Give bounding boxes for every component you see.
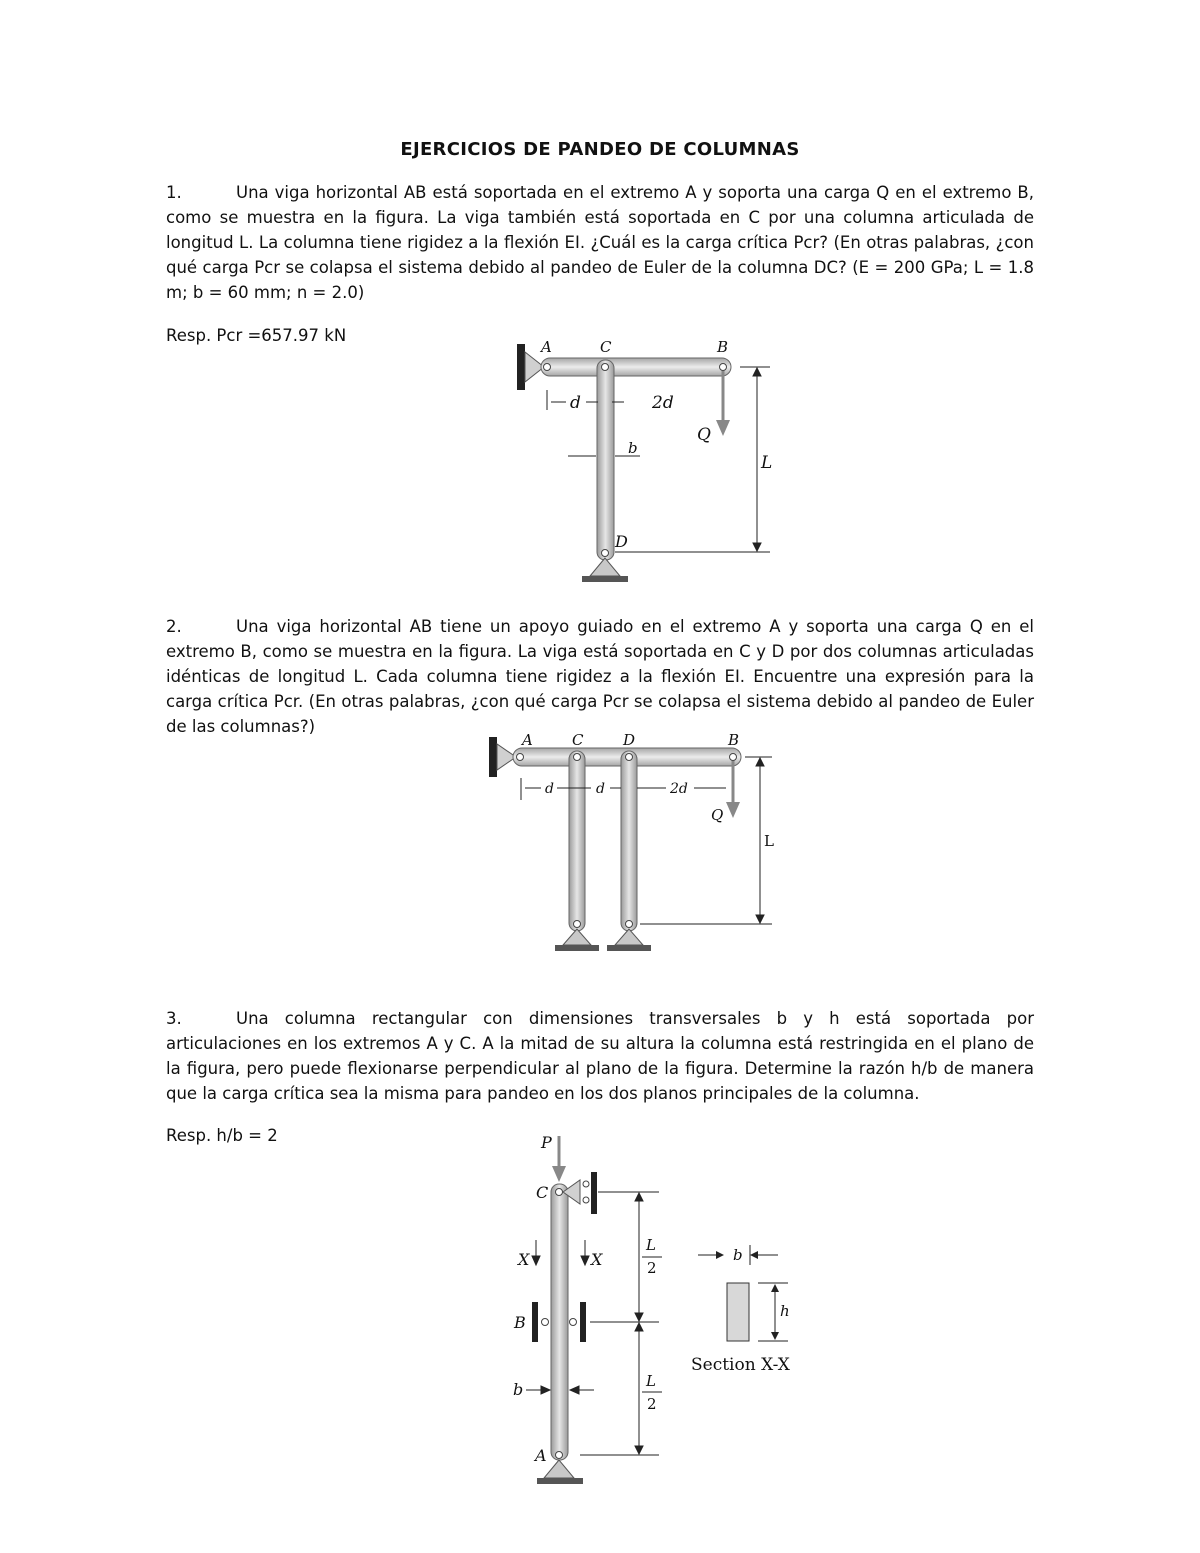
label-X-left: X [518, 1250, 530, 1269]
pin-D [626, 754, 633, 761]
label-B: B [514, 1313, 526, 1332]
page-title: EJERCICIOS DE PANDEO DE COLUMNAS [400, 139, 800, 160]
problem-3-answer: Resp. h/b = 2 [166, 1126, 278, 1145]
label-b-left: b [513, 1380, 524, 1399]
pin-D [602, 550, 609, 557]
column-DC [597, 360, 614, 560]
figure-2 [485, 727, 805, 967]
wall-support-A [489, 737, 516, 777]
label-2-top: 2 [647, 1259, 657, 1277]
problem-1-answer: Resp. Pcr =657.97 kN [166, 326, 347, 345]
label-d2: d [596, 781, 605, 797]
problem-body: Una columna rectangular con dimensiones transversales b y h está soportada por articulaciones en los extremos A y C. A la mitad de su altura la columna está restringida en el plano de la figura, pero puede flexionarse perpendicular al plano de la figura. Determine la razón h/b de manera que la carga crítica sea la misma para pandeo en los dos planos principales de la columna. [166, 1009, 1034, 1103]
label-B: B [717, 338, 729, 356]
label-A: A [535, 1446, 547, 1465]
problem-1-text [166, 180, 1034, 305]
problem-3-text [166, 1006, 1034, 1106]
label-2d: 2d [670, 781, 688, 797]
label-A: A [522, 731, 533, 749]
label-A: A [541, 338, 552, 356]
wall-support-A [517, 344, 544, 390]
label-b: b [628, 439, 638, 457]
problem-number: 3. [166, 1009, 182, 1028]
column-AC [551, 1184, 568, 1460]
pin-A [517, 754, 524, 761]
pin-support-D [582, 558, 628, 582]
pin-supports [555, 929, 651, 951]
column-C [569, 751, 585, 931]
label-d1: d [545, 781, 554, 797]
load-Q-arrow [726, 761, 740, 818]
problem-body: Una viga horizontal AB tiene un apoyo guiado en el extremo A y soporta una carga Q en el extremo B, como se muestra en la figura. La viga está soportada en C y D por dos columnas articuladas idénticas de longitud L. Cada columna tiene rigidez a la flexión EI. Encuentre una expresión para la carga crítica Pcr. (En otras palabras, ¿con qué carga Pcr se colapsa el sistema debido al pandeo de Euler de las columnas?) [166, 617, 1034, 736]
pin-B [720, 364, 727, 371]
label-Q: Q [697, 425, 711, 445]
label-D: D [623, 731, 636, 749]
label-X-right: X [591, 1250, 603, 1269]
label-L-top: L [646, 1236, 656, 1254]
label-L: L [764, 832, 774, 850]
load-Q-arrow [716, 371, 730, 436]
label-2-bottom: 2 [647, 1395, 657, 1413]
label-B: B [728, 731, 740, 749]
pin-D-bottom [626, 921, 633, 928]
beam-AB [541, 358, 731, 376]
problem-number: 1. [166, 183, 182, 202]
pin-A [544, 364, 551, 371]
column-D [621, 751, 637, 931]
label-d: d [570, 393, 581, 413]
pin-C-bottom [574, 921, 581, 928]
pin-B [730, 754, 737, 761]
label-b-section: b [733, 1246, 743, 1264]
label-D: D [615, 532, 628, 551]
load-P-arrow [552, 1136, 566, 1182]
label-C: C [572, 731, 584, 749]
pin-C [556, 1189, 563, 1196]
label-h: h [780, 1302, 790, 1320]
label-L: L [761, 453, 773, 473]
label-Q: Q [711, 806, 724, 824]
problem-number: 2. [166, 617, 182, 636]
label-P: P [541, 1133, 552, 1152]
pin-A [556, 1452, 563, 1459]
problem-body: Una viga horizontal AB está soportada en el extremo A y soporta una carga Q en el extremo B, como se muestra en la figura. La viga también está soportada en C por una columna articulada de longitud L. La columna tiene rigidez a la flexión EI. ¿Cuál es la carga crítica Pcr? (En otras palabras, ¿con qué carga Pcr se colapsa el sistema debido al pandeo de Euler de la columna DC? (E = 200 GPa; L = 1.8 m; b = 60 mm; n = 2.0) [166, 183, 1034, 302]
label-L-bottom: L [646, 1372, 656, 1390]
label-section-XX: Section X-X [691, 1355, 790, 1375]
label-C: C [600, 338, 612, 356]
pin-C [602, 364, 609, 371]
label-C: C [536, 1183, 549, 1202]
figure-1 [505, 330, 805, 595]
cross-section [698, 1245, 788, 1341]
pin-C [574, 754, 581, 761]
label-2d: 2d [652, 393, 674, 413]
figure-3 [505, 1130, 805, 1500]
problem-2-text [166, 614, 1034, 739]
